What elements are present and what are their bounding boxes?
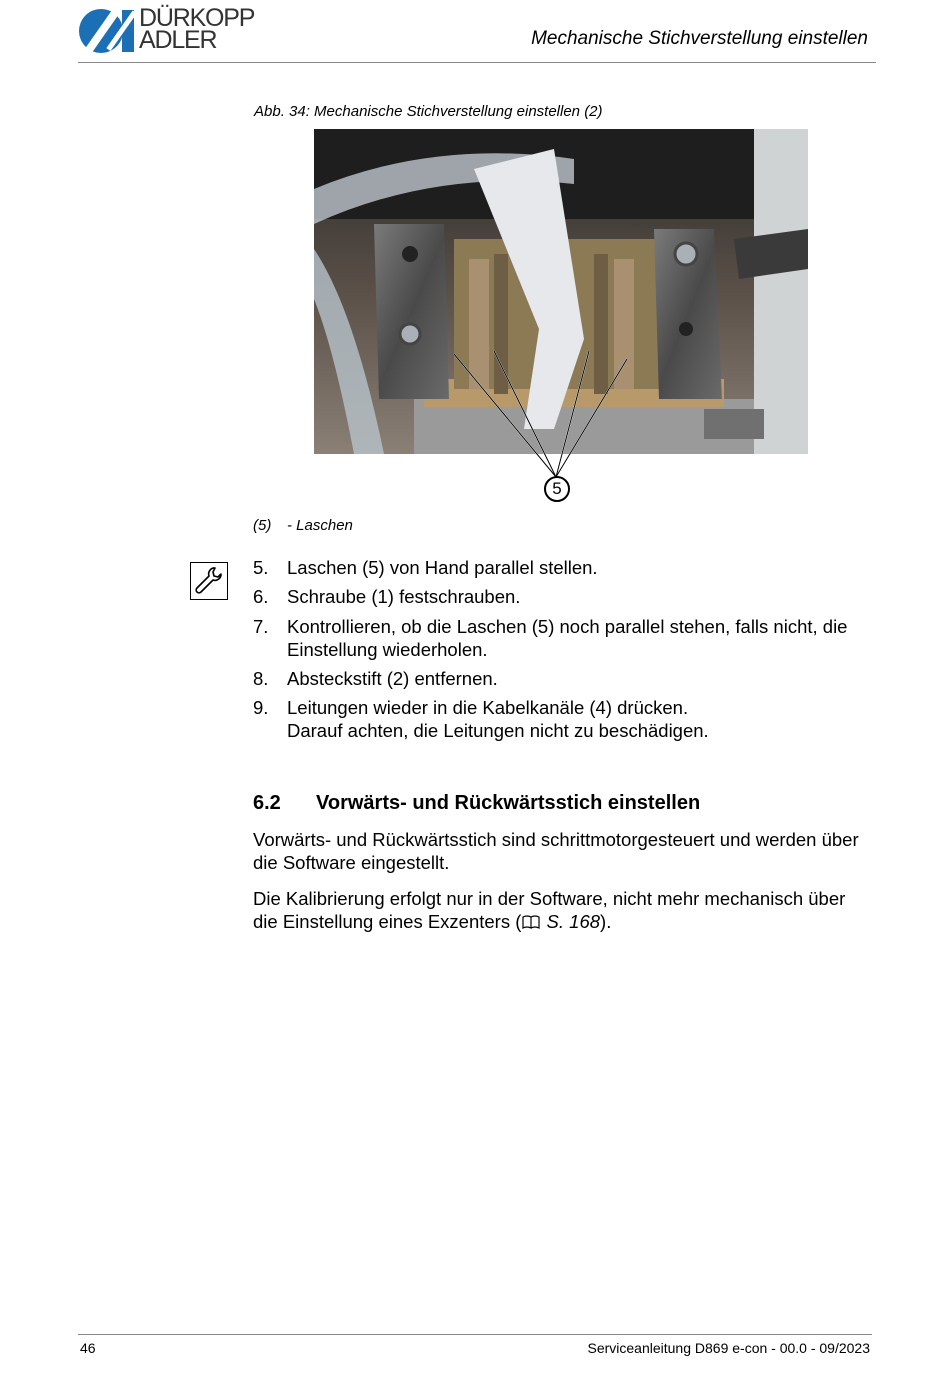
logo-line-1: DÜRKOPP [139, 4, 255, 32]
footer-divider [78, 1334, 872, 1335]
step-text-line-2: Darauf achten, die Leitungen nicht zu beschädigen. [287, 720, 709, 741]
footer-doc-info: Serviceanleitung D869 e-con - 00.0 - 09/2023 [587, 1340, 870, 1356]
step-text [287, 696, 877, 742]
step-text: Absteckstift (2) entfernen. [287, 668, 498, 689]
step-number: 8. [253, 668, 269, 689]
step-text-line-1: Leitungen wieder in die Kabelkanäle (4) drücken. [287, 697, 689, 718]
page-reference-link[interactable]: S. 168 [546, 911, 601, 932]
section-title: Vorwärts- und Rückwärtsstich einstellen [316, 792, 701, 814]
step-number: 5. [253, 557, 269, 578]
step-text: Kontrollieren, ob die Laschen (5) noch parallel stehen, falls nicht, die Einstellung wiederholen. [287, 616, 848, 660]
paragraph-text: Die Kalibrierung erfolgt nur in der Software, nicht mehr mechanisch über die Einstellung eines Exzenters ( [253, 888, 846, 932]
page-number: 46 [80, 1340, 96, 1356]
brand-logo [78, 6, 268, 56]
step-number: 9. [253, 697, 269, 718]
book-icon [521, 914, 541, 930]
logo-line-2: ADLER [139, 26, 217, 54]
duerkopp-adler-logo-icon [78, 8, 136, 54]
logo-wordmark [139, 4, 255, 54]
wrench-icon [190, 562, 228, 600]
page-header-title: Mechanische Stichverstellung einstellen [531, 28, 868, 49]
step-number: 6. [253, 586, 269, 607]
step-text: Schraube (1) festschrauben. [287, 586, 521, 607]
step-text: Laschen (5) von Hand parallel stellen. [287, 557, 598, 578]
section-paragraph-1: Vorwärts- und Rückwärtsstich sind schrittmotorgesteuert und werden über die Software eingestellt. [253, 829, 859, 873]
callout-marker-5: 5 [544, 476, 570, 502]
section-number: 6.2 [253, 792, 281, 814]
legend-number: (5) [253, 517, 272, 534]
legend-text: - Laschen [287, 517, 353, 534]
header-divider [78, 62, 876, 63]
paragraph-text-end: ). [600, 911, 612, 932]
step-number: 7. [253, 616, 269, 637]
figure-caption: Abb. 34: Mechanische Stichverstellung einstellen (2) [254, 103, 603, 120]
section-paragraph-2 [253, 887, 873, 933]
callout-leader-lines [314, 129, 808, 519]
